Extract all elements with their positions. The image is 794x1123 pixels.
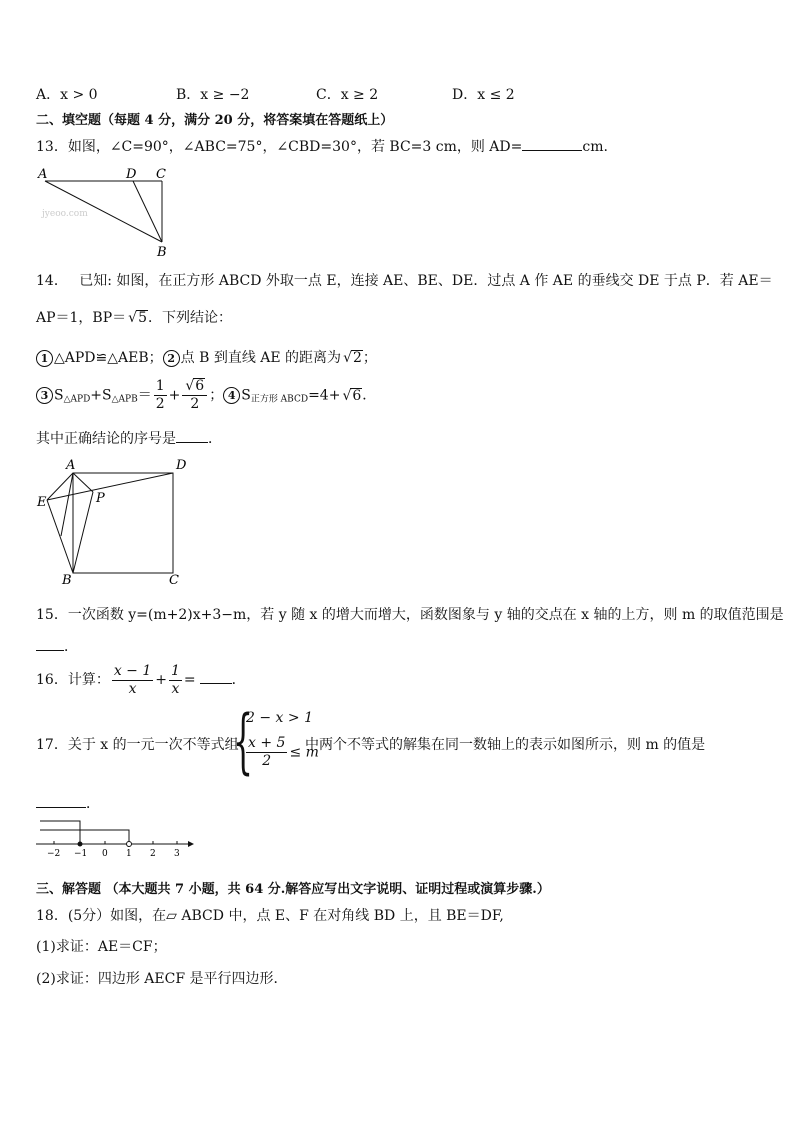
q15-text: 15．一次函数 y=(m+2)x+3−m，若 y 随 x 的增大而增大，函数图象与 y 轴的交点在 x 轴的上方，则 m 的取值范围是: [36, 607, 784, 623]
q14-c3-plus: +S: [90, 387, 112, 404]
q17-ineq2-den: 2: [262, 753, 272, 769]
q17-tick-label-1: 1: [126, 849, 132, 859]
q17-line2: [36, 793, 100, 813]
q14-c3-end: ；: [209, 387, 224, 404]
q13-figure: [36, 164, 176, 260]
q17-pre: 17．关于 x 的一元一次不等式组: [36, 737, 239, 753]
option-a: A．x > 0: [36, 87, 98, 103]
q17-end: ．: [86, 796, 100, 812]
q14-conclusions-12: [36, 347, 377, 367]
q14-line1: 14． 已知: 如图，在正方形 ABCD 外取一点 E，连接 AE、BE、DE．过点 A 作 AE 的垂线交 DE 于点 P．若 AE＝: [36, 273, 773, 289]
q14-line2: [36, 307, 232, 327]
q13-label-b: B: [157, 245, 167, 260]
q16-end: ．: [231, 672, 246, 688]
q14-c3-frac2-num: [182, 378, 207, 396]
q14-c4-sub: 正方形 ABCD: [250, 394, 309, 405]
q14-c2-end: ；: [362, 350, 377, 366]
q14-square-abcd: [73, 473, 173, 573]
q14-line-ap: [73, 473, 93, 492]
q17-solution-1: [40, 821, 80, 844]
q13-answer-blank: [522, 136, 582, 151]
option-b: B．x ≥ −2: [176, 87, 250, 103]
q14-circle-4: 4: [223, 387, 240, 404]
q14-c3-frac1: [154, 378, 167, 413]
q17-answer-blank: [36, 793, 86, 808]
q18-text: 18．(5分）如图，在▱ ABCD 中，点 E、F 在对角线 BD 上，且 BE＝DF,: [36, 908, 504, 924]
q16-plus: +: [155, 672, 167, 688]
q14-line2-post: ．下列结论：: [148, 310, 232, 326]
q16-eq: =: [183, 672, 196, 688]
q14-answer-blank: [176, 428, 208, 443]
q14-label-d: D: [176, 458, 187, 473]
q17-tick-label-3: 3: [174, 849, 180, 859]
q17-tick-label-2: 2: [150, 849, 156, 859]
option-c: C．x ≥ 2: [316, 87, 379, 103]
q16-pre: 16．计算：: [36, 672, 110, 688]
q13-statement: 13．如图，∠C=90°，∠ABC=75°，∠CBD=30°，若 BC=3 cm，则 AD=: [36, 139, 523, 155]
q13-watermark: jyeoo.com: [42, 209, 88, 219]
q14-sqrt2: √ 2: [351, 350, 363, 365]
q13-label-d: D: [126, 167, 137, 182]
q17-post: 中两个不等式的解集在同一数轴上的表示如图所示，则 m 的值是: [305, 737, 706, 753]
q16-answer-blank: [200, 669, 232, 684]
q14-figure: [36, 456, 196, 586]
q17-ineq2-rel: ≤ m: [289, 744, 319, 761]
q14-c3-eq: ＝: [137, 387, 152, 404]
q16-frac2-num: 1: [171, 662, 180, 679]
q14-c3-s: S: [54, 387, 64, 404]
q14-line-aeb: [61, 473, 73, 536]
q17-point-m1: [78, 842, 83, 847]
q14-c3-frac1-num: 1: [155, 378, 165, 394]
q15-end: ．: [64, 639, 78, 655]
q14-c3-sub2: △APB: [111, 394, 138, 405]
q14-ask: [36, 428, 222, 448]
q14-label-b: B: [62, 573, 72, 586]
q14-c4-sqrt6: √ 6: [350, 388, 362, 403]
section-3-title: 三、解答题 （本大题共 7 小题，共 64 分.解答应写出文字说明、证明过程或演算步骤.）: [36, 882, 550, 897]
option-d: D．x ≤ 2: [452, 87, 515, 103]
q14-c3-frac1-den: 2: [155, 396, 165, 412]
q14-circle-2: 2: [163, 350, 180, 367]
q14-line-pb: [73, 492, 93, 573]
q17-brace: {: [233, 700, 254, 782]
q17-ineq2-num: x + 5: [248, 735, 286, 751]
q16-frac1-num: x − 1: [113, 662, 152, 679]
q16-frac1: [112, 663, 153, 698]
q17-point-1: [127, 842, 132, 847]
q13-unit: cm.: [582, 139, 608, 155]
q13-line-db: [133, 181, 162, 242]
q14-ask-end: ．: [208, 431, 222, 447]
q14-c1-text: △APD≌△AEB；: [54, 350, 163, 366]
q14-line-ed: [47, 473, 173, 500]
q14-c3-plus2: +: [168, 387, 181, 404]
q16-expression: [36, 660, 246, 700]
q14-line-eb: [47, 500, 73, 573]
q14-c2-text: 点 B 到直线 AE 的距离为: [180, 350, 342, 366]
q17-solution-2: [40, 830, 129, 844]
q14-label-c: C: [169, 573, 179, 586]
q13-text: [36, 136, 608, 156]
q17-tick-label-0: 0: [102, 849, 108, 859]
q14-label-e: E: [37, 495, 47, 510]
q17-number-line: [36, 814, 196, 860]
q14-c3-sqrt6: √ 6: [193, 378, 205, 393]
q14-sqrt5: √ 5: [136, 310, 148, 325]
q14-label-a: A: [66, 458, 76, 473]
q17-ineq1: 2 − x > 1: [246, 710, 313, 726]
q14-c3-frac2: [182, 378, 207, 413]
section-2-title: 二、填空题（每题 4 分，满分 20 分，将答案填在答题纸上）: [36, 113, 394, 128]
q17-ineq2-frac: [246, 735, 287, 770]
q16-frac1-den: x: [128, 680, 137, 697]
q14-c4-end: ．: [362, 387, 377, 404]
q14-c4-s: S: [241, 387, 251, 404]
q17-tick-label-m2: −2: [47, 849, 61, 859]
q14-circle-1: 1: [36, 350, 53, 367]
q15-answer-blank: [36, 636, 64, 651]
q15-line2: [36, 636, 78, 656]
q14-c4-eq: =4+: [308, 387, 341, 404]
q17-axis-arrow: [188, 841, 194, 847]
q16-frac2: [169, 663, 182, 698]
q18-part2: (2)求证：四边形 AECF 是平行四边形．: [36, 971, 288, 987]
q13-label-c: C: [156, 167, 166, 182]
q14-label-p: P: [96, 491, 105, 506]
q13-label-a: A: [38, 167, 48, 182]
q14-c3-frac2-den: 2: [190, 396, 200, 412]
q14-circle-3: 3: [36, 387, 53, 404]
q14-conclusions-34: [36, 378, 376, 413]
q17-tick-label-m1: −1: [74, 849, 88, 859]
q18-part1: (1)求证：AE＝CF；: [36, 939, 167, 955]
q14-line2-pre: AP＝1，BP＝: [36, 310, 127, 326]
q14-ask-text: 其中正确结论的序号是: [36, 431, 176, 447]
q14-c3-sub1: △APD: [63, 394, 91, 405]
q16-frac2-den: x: [171, 680, 180, 697]
